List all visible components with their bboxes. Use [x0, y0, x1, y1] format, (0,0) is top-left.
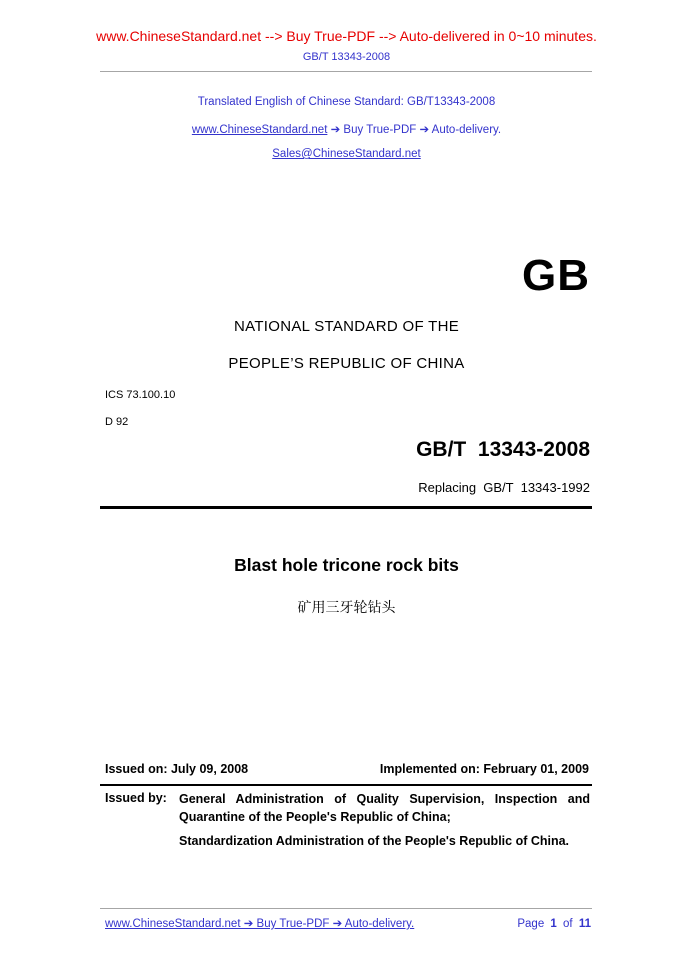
promo-banner-link[interactable]: www.ChineseStandard.net --> Buy True-PDF --> Auto-delivered in 0~10 minutes. [96, 28, 597, 44]
issuer-aqsiq: General Administration of Quality Supervision, Inspection and Quarantine of the People's Republic of China; [179, 792, 590, 824]
page-of-label: of [563, 918, 573, 930]
sales-email-link[interactable]: Sales@ChineseStandard.net [272, 148, 421, 160]
footer-divider [100, 908, 592, 909]
header-divider [100, 71, 592, 72]
issue-dates-row [105, 762, 589, 776]
national-standard-line1: NATIONAL STANDARD OF THE [234, 318, 459, 335]
replacing-note: Replacing GB/T 13343-1992 [418, 480, 590, 495]
issuer-list [179, 791, 590, 851]
national-standard-line2: PEOPLE’S REPUBLIC OF CHINA [228, 355, 465, 372]
translated-standard-line: Translated English of Chinese Standard: GB/T13343-2008 [197, 96, 496, 108]
implemented-on-date: Implemented on: February 01, 2009 [379, 762, 589, 776]
issued-on-date: Issued on: July 09, 2008 [105, 762, 249, 776]
ics-code: ICS 73.100.10 [105, 389, 176, 401]
issuer-sac: Standardization Administration of the People's Republic of China. [179, 834, 570, 848]
email-line [0, 148, 693, 160]
footer-site-link[interactable]: www.ChineseStandard.net ➔ Buy True-PDF ➔ Auto-delivery. [105, 918, 415, 930]
buy-line-rest: ➔ Buy True-PDF ➔ Auto-delivery. [327, 124, 502, 136]
page-indicator [514, 918, 591, 930]
cover-thick-divider [100, 506, 592, 509]
doc-classification-code: D 92 [105, 416, 129, 428]
issued-by-block [105, 791, 590, 851]
standard-title-chinese: 矿用三牙轮钻头 [297, 599, 396, 615]
buy-line [0, 122, 693, 136]
issue-divider [100, 784, 592, 786]
issued-by-label: Issued by: [105, 791, 167, 805]
site-link[interactable]: www.ChineseStandard.net [191, 124, 328, 136]
page-total: 11 [578, 918, 591, 930]
header-standard-ref: GB/T 13343-2008 [302, 51, 391, 63]
standard-title-english: Blast hole tricone rock bits [234, 555, 459, 575]
footer-row [105, 916, 591, 930]
page-current: 1 [550, 918, 557, 930]
page-label: Page [517, 918, 545, 930]
gb-logo: GB [522, 251, 590, 300]
standard-number: GB/T 13343-2008 [416, 438, 590, 461]
